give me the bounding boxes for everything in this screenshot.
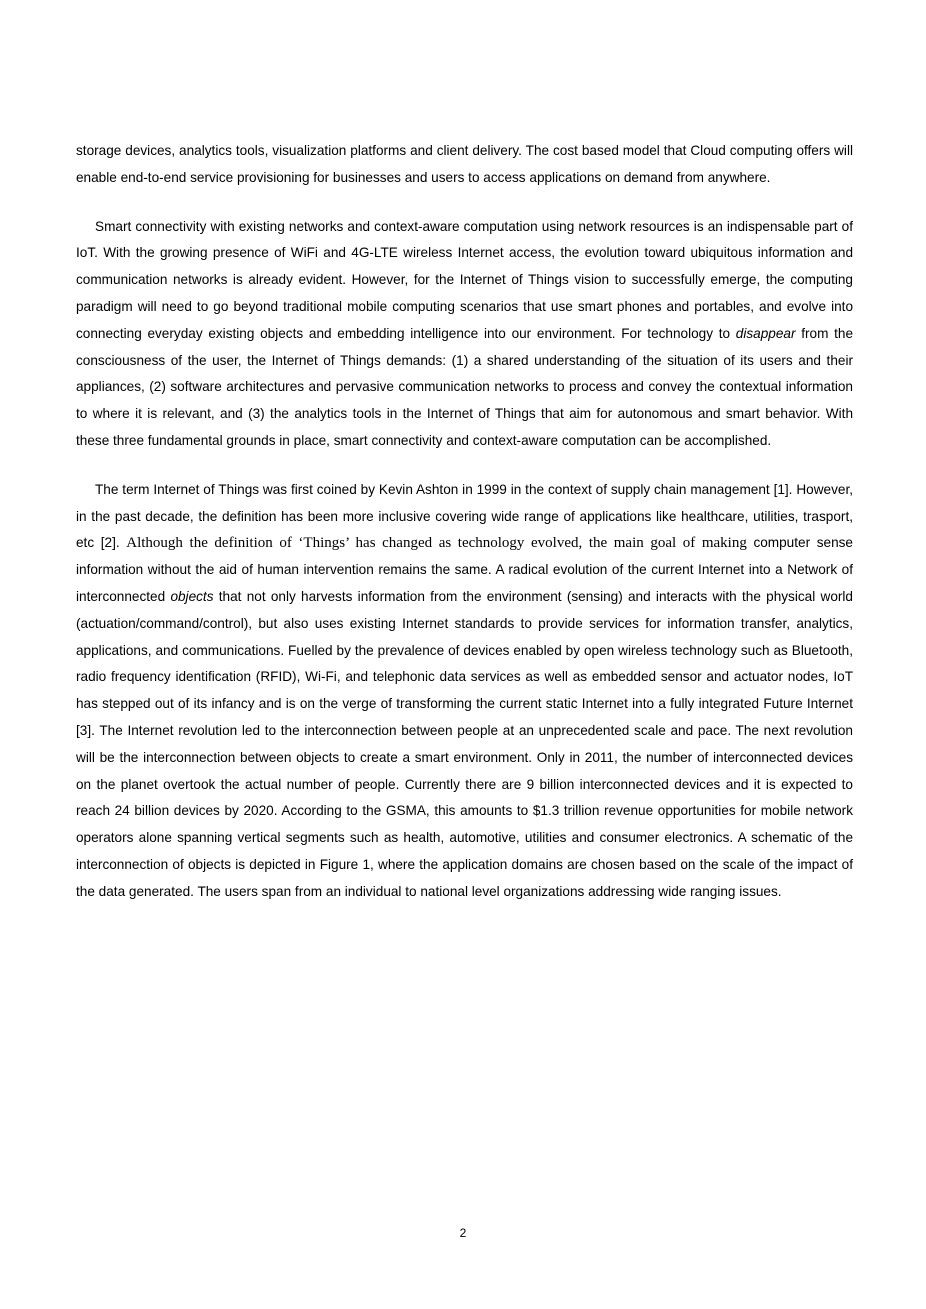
emphasis-disappear: disappear (735, 325, 796, 341)
serif-sentence: Although the definition of ‘Things’ has changed as technology evolved, the main goal of making (126, 535, 747, 552)
document-body (76, 138, 853, 928)
paragraph-2: Smart connectivity with existing networks and context-aware computation using network resources is an indispensable part of IoT. With the growing presence of WiFi and 4G-LTE wireless Internet access, the evolution toward ubiquitous information and communication networks is already evident. However, for the Internet of Things vision to successfully emerge, the computing paradigm will need to go beyond traditional mobile computing scenarios that use smart phones and portables, and evolve into connecting everyday existing objects and embedding intelligence into our environment. For technology to disappear from the consciousness of the user, the Internet of Things demands: (1) a shared understanding of the situation of its users and their appliances, (2) software architectures and pervasive communication networks to process and convey the contextual information to where it is relevant, and (3) the analytics tools in the Internet of Things that aim for autonomous and smart behavior. With these three fundamental grounds in place, smart connectivity and context-aware computation can be accomplished. (76, 218, 854, 448)
page-number: 2 (459, 1226, 467, 1240)
paragraph-1: storage devices, analytics tools, visualization platforms and client delivery. The cost based model that Cloud computing offers will enable end-to-end service provisioning for businesses and users to access applications on demand from anywhere. (76, 143, 853, 185)
emphasis-objects: objects (170, 588, 214, 604)
paragraph-3: The term Internet of Things was first coined by Kevin Ashton in 1999 in the context of supply chain management [1]. However, in the past decade, the definition has been more inclusive covering wide range of applications like healthcare, utilities, trasport, etc [2]. Although the definition of ‘Things’ has changed as technology evolved, the main goal of making computer sense information without the aid of human intervention remains the same. A radical evolution of the current Internet into a Network of interconnected objects that not only harvests information from the environment (sensing) and interacts with the physical world (actuation/command/control), but also uses existing Internet standards to provide services for information transfer, analytics, applications, and communications. Fuelled by the prevalence of devices enabled by open wireless technology such as Bluetooth, radio frequency identification (RFID), Wi-Fi, and telephonic data services as well as embedded sensor and actuator nodes, IoT has stepped out of its infancy and is on the verge of transforming the current static Internet into a fully integrated Future Internet [3]. The Internet revolution led to the interconnection between people at an unprecedented scale and pace. The next revolution will be the interconnection between objects to create a smart environment. Only in 2011, the number of interconnected devices on the planet overtook the actual number of people. Currently there are 9 billion interconnected devices and it is expected to reach 24 billion devices by 2020. According to the GSMA, this amounts to $1.3 trillion revenue opportunities for mobile network operators alone spanning vertical segments such as health, automotive, utilities and consumer electronics. A schematic of the interconnection of objects is depicted in Figure 1, where the application domains are chosen based on the scale of the impact of the data generated. The users span from an individual to national level organizations addressing wide ranging issues. (76, 481, 853, 899)
